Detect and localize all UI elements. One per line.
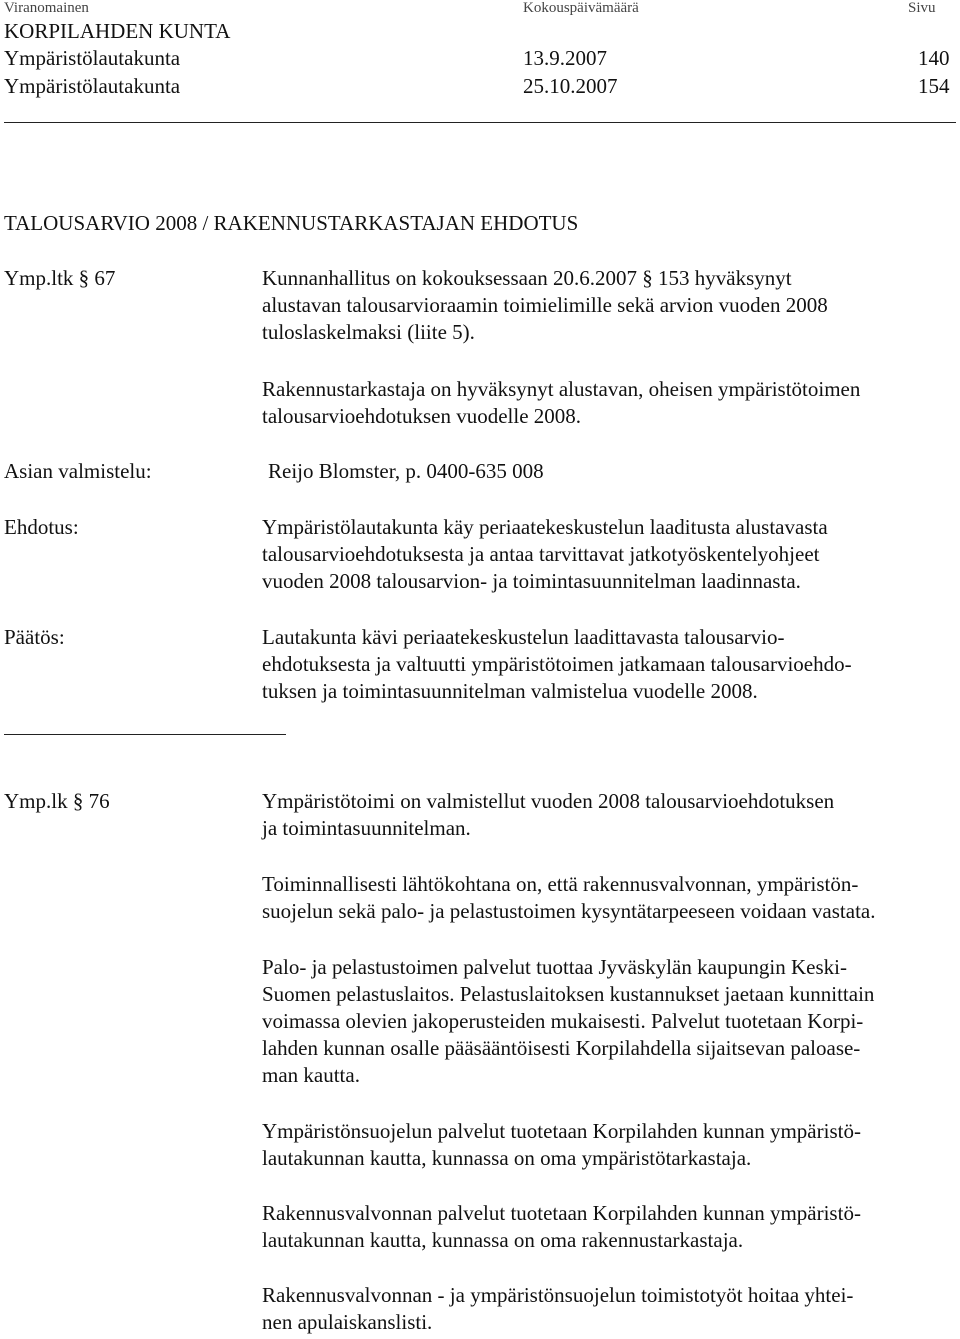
header-column-authority: Viranomainen bbox=[4, 0, 89, 16]
paragraph-line: Rakennusvalvonnan - ja ympäristönsuojelun toimistotyöt hoitaa yhtei- bbox=[262, 1283, 854, 1307]
header-row-body: Ympäristölautakunta bbox=[4, 74, 181, 98]
paragraph-line: tuksen ja toimintasuunnitelman valmistelua vuodelle 2008. bbox=[262, 679, 758, 703]
header-column-meeting-date: Kokouspäivämäärä bbox=[523, 0, 639, 16]
paragraph-line: tuloslaskelmaksi (liite 5). bbox=[262, 320, 475, 344]
paragraph-line: suojelun sekä palo- ja pelastustoimen kysyntätarpeeseen voidaan vastata. bbox=[262, 899, 876, 923]
paragraph-line: Rakennusvalvonnan palvelut tuotetaan Korpilahden kunnan ympäristö- bbox=[262, 1201, 861, 1225]
preparation-contact: Reijo Blomster, p. 0400-635 008 bbox=[268, 459, 544, 483]
paragraph-line: Rakennustarkastaja on hyväksynyt alustavan, oheisen ympäristötoimen bbox=[262, 377, 861, 401]
header-row-date: 13.9.2007 bbox=[523, 46, 607, 70]
paragraph-line: voimassa olevien jakoperusteiden mukaisesti. Palvelut tuotetaan Korpi- bbox=[262, 1009, 864, 1033]
document-title: TALOUSARVIO 2008 / RAKENNUSTARKASTAJAN EHDOTUS bbox=[4, 211, 579, 235]
paragraph-line: alustavan talousarvioraamin toimielimille sekä arvion vuoden 2008 bbox=[262, 293, 828, 317]
paragraph-line: Toiminnallisesti lähtökohtana on, että rakennusvalvonnan, ympäristön- bbox=[262, 872, 859, 896]
paragraph-line: lahden kunnan osalle pääsääntöisesti Korpilahdella sijaitsevan paloase- bbox=[262, 1036, 861, 1060]
organization-name: KORPILAHDEN KUNTA bbox=[4, 19, 231, 43]
paragraph-line: Suomen pelastuslaitos. Pelastuslaitoksen kustannukset jaetaan kunnittain bbox=[262, 982, 875, 1006]
paragraph-line: Lautakunta kävi periaatekeskustelun laadittavasta talousarvio- bbox=[262, 625, 785, 649]
paragraph-line: talousarvioehdotuksesta ja antaa tarvittavat jatkotyöskentelyohjeet bbox=[262, 542, 820, 566]
paragraph-line: Ympäristönsuojelun palvelut tuotetaan Korpilahden kunnan ympäristö- bbox=[262, 1119, 861, 1143]
paragraph-line: talousarvioehdotuksen vuodelle 2008. bbox=[262, 404, 582, 428]
section-paragraph bbox=[262, 954, 874, 1089]
section-paragraph bbox=[262, 788, 834, 842]
section-reference: Ymp.lk § 76 bbox=[4, 789, 110, 813]
section-paragraph bbox=[262, 1118, 861, 1172]
header-row-page: 140 bbox=[918, 46, 950, 70]
paragraph-line: vuoden 2008 talousarvion- ja toimintasuunnitelman laadinnasta. bbox=[262, 569, 801, 593]
section-paragraph bbox=[262, 871, 875, 925]
header-column-page: Sivu bbox=[908, 0, 936, 16]
paragraph-line: ja toimintasuunnitelman. bbox=[262, 816, 471, 840]
paragraph-line: Kunnanhallitus on kokouksessaan 20.6.2007 § 153 hyväksynyt bbox=[262, 266, 792, 290]
paragraph-line: lautakunnan kautta, kunnassa on oma ympäristötarkastaja. bbox=[262, 1146, 752, 1170]
decision-text bbox=[262, 624, 852, 705]
paragraph-line: lautakunnan kautta, kunnassa on oma rakennustarkastaja. bbox=[262, 1228, 744, 1252]
paragraph-line: Palo- ja pelastustoimen palvelut tuottaa Jyväskylän kaupungin Keski- bbox=[262, 955, 847, 979]
header-row-body: Ympäristölautakunta bbox=[4, 46, 181, 70]
proposal-label: Ehdotus: bbox=[4, 515, 79, 539]
section-paragraph bbox=[262, 376, 860, 430]
paragraph-line: nen apulaiskanslisti. bbox=[262, 1310, 433, 1334]
paragraph-line: ehdotuksesta ja valtuutti ympäristötoimen jatkamaan talousarvioehdo- bbox=[262, 652, 852, 676]
paragraph-line: Ympäristötoimi on valmistellut vuoden 2008 talousarvioehdotuksen bbox=[262, 789, 835, 813]
section-paragraph bbox=[262, 1282, 853, 1336]
preparation-label: Asian valmistelu: bbox=[4, 459, 152, 483]
section-paragraph bbox=[262, 265, 828, 346]
header-row-page: 154 bbox=[918, 74, 950, 98]
header-row-date: 25.10.2007 bbox=[523, 74, 618, 98]
paragraph-line: Ympäristölautakunta käy periaatekeskustelun laaditusta alustavasta bbox=[262, 515, 828, 539]
paragraph-line: man kautta. bbox=[262, 1063, 360, 1087]
header-divider bbox=[4, 122, 956, 123]
section-paragraph bbox=[262, 1200, 861, 1254]
proposal-text bbox=[262, 514, 828, 595]
section-divider bbox=[4, 734, 286, 735]
decision-label: Päätös: bbox=[4, 625, 65, 649]
section-reference: Ymp.ltk § 67 bbox=[4, 266, 116, 290]
